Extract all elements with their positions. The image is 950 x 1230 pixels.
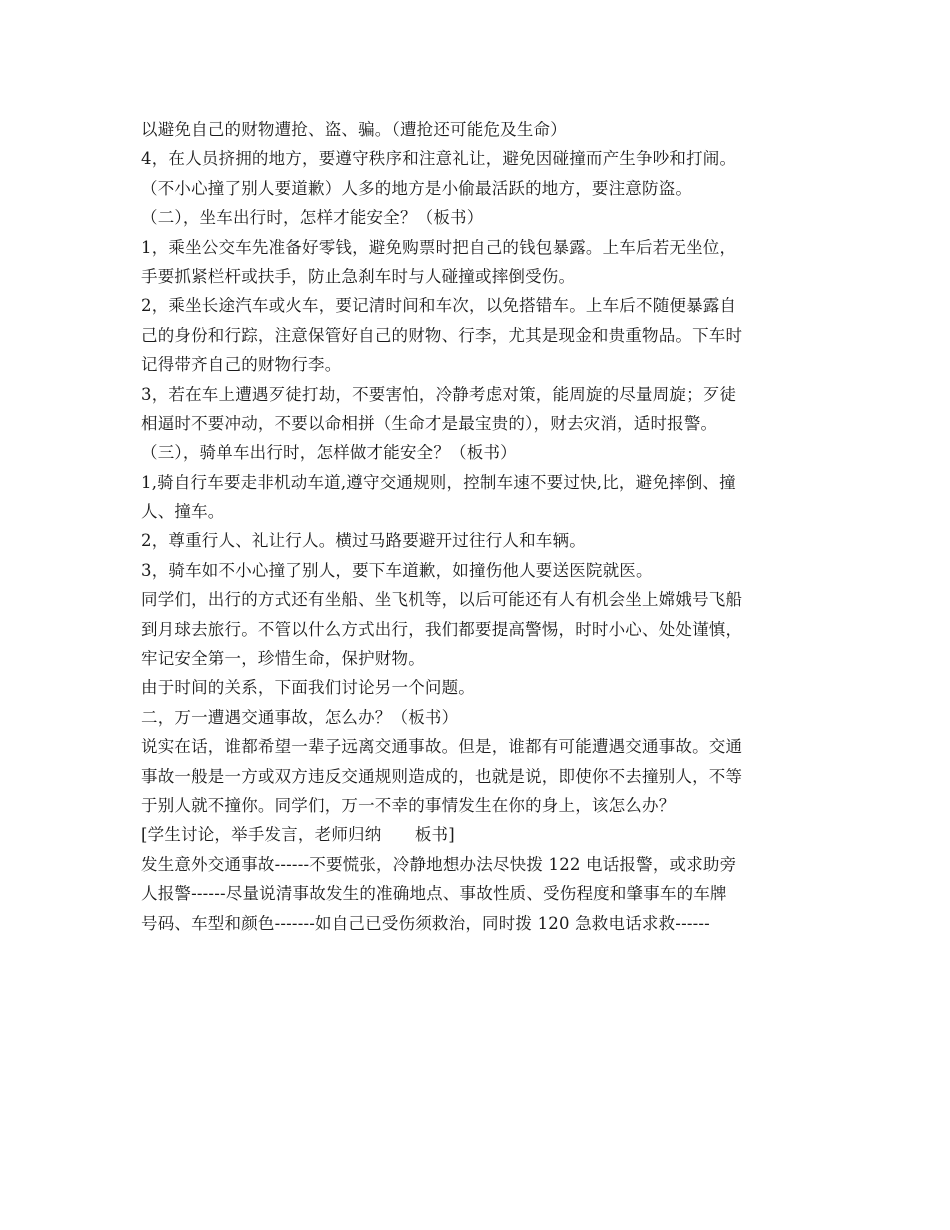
text-line: 2，尊重行人、礼让行人。横过马路要避开过往行人和车辆。 [141, 531, 586, 551]
text-line: 于别人就不撞你。同学们，万一不幸的事情发生在你的身上，该怎么办？ [141, 795, 676, 815]
text-line: 2，乘坐长途汽车或火车，要记清时间和车次，以免搭错车。上车后不随便暴露自 [141, 296, 737, 316]
text-line: 到月球去旅行。不管以什么方式出行，我们都要提高警惕，时时小心、处处谨慎， [141, 619, 743, 639]
document-body [141, 115, 821, 938]
text-line: 事故一般是一方或双方违反交通规则造成的，也就是说，即使你不去撞别人，不等 [141, 766, 743, 786]
text-line: 说实在话，谁都希望一辈子远离交通事故。但是，谁都有可能遭遇交通事故。交通 [141, 737, 743, 757]
text-line: 牢记安全第一，珍惜生命，保护财物。 [141, 649, 425, 669]
section-heading: （二），坐车出行时，怎样才能安全？（板书） [141, 208, 484, 228]
text-line: 3，若在车上遭遇歹徒打劫，不要害怕，冷静考虑对策，能周旋的尽量周旋；歹徒 [141, 384, 737, 404]
text-line: 1,骑自行车要走非机动车道,遵守交通规则，控制车速不要过快,比，避免摔倒、撞 [141, 472, 736, 492]
text-line: 1，乘坐公交车先准备好零钱，避免购票时把自己的钱包暴露。上车后若无坐位， [141, 237, 737, 257]
text-line: 记得带齐自己的财物行李。 [141, 355, 342, 375]
text-line: 人、撞车。 [141, 502, 225, 522]
text-line: 相逼时不要冲动，不要以命相拼（生命才是最宝贵的），财去灾消，适时报警。 [141, 413, 718, 433]
text-line: 己的身份和行踪，注意保管好自己的财物、行李，尤其是现金和贵重物品。下车时 [141, 325, 743, 345]
text-line: 同学们，出行的方式还有坐船、坐飞机等，以后可能还有人有机会坐上嫦娥号飞船 [141, 590, 743, 610]
text-line: （不小心撞了别人要道歉）人多的地方是小偷最活跃的地方，要注意防盗。 [141, 178, 693, 198]
section-heading: （三），骑单车出行时，怎样做才能安全？（板书） [141, 443, 517, 463]
text-line: 发生意外交通事故------不要慌张，冷静地想办法尽快拨 122 电话报警，或求助旁 [141, 854, 737, 874]
text-line: 号码、车型和颜色-------如自己已受伤须救治，同时拨 120 急救电话求救------ [141, 913, 710, 933]
text-line: 4，在人员挤拥的地方，要遵守秩序和注意礼让，避免因碰撞而产生争吵和打闹。 [141, 149, 737, 169]
text-line: 以避免自己的财物遭抢、盗、骗。（遭抢还可能危及生命） [141, 120, 567, 139]
text-line: 手要抓紧栏杆或扶手，防止急刹车时与人碰撞或摔倒受伤。 [141, 266, 576, 286]
text-line: 3，骑车如不小心撞了别人，要下车道歉，如撞伤他人要送医院就医。 [141, 560, 653, 580]
text-line: 人报警------尽量说清事故发生的准确地点、事故性质、受伤程度和肇事车的车牌 [141, 884, 727, 904]
section-heading: 二，万一遭遇交通事故，怎么办？（板书） [141, 707, 459, 727]
text-line: 由于时间的关系，下面我们讨论另一个问题。 [141, 678, 475, 698]
text-line: [学生讨论，举手发言，老师归纳 板书] [141, 825, 455, 845]
